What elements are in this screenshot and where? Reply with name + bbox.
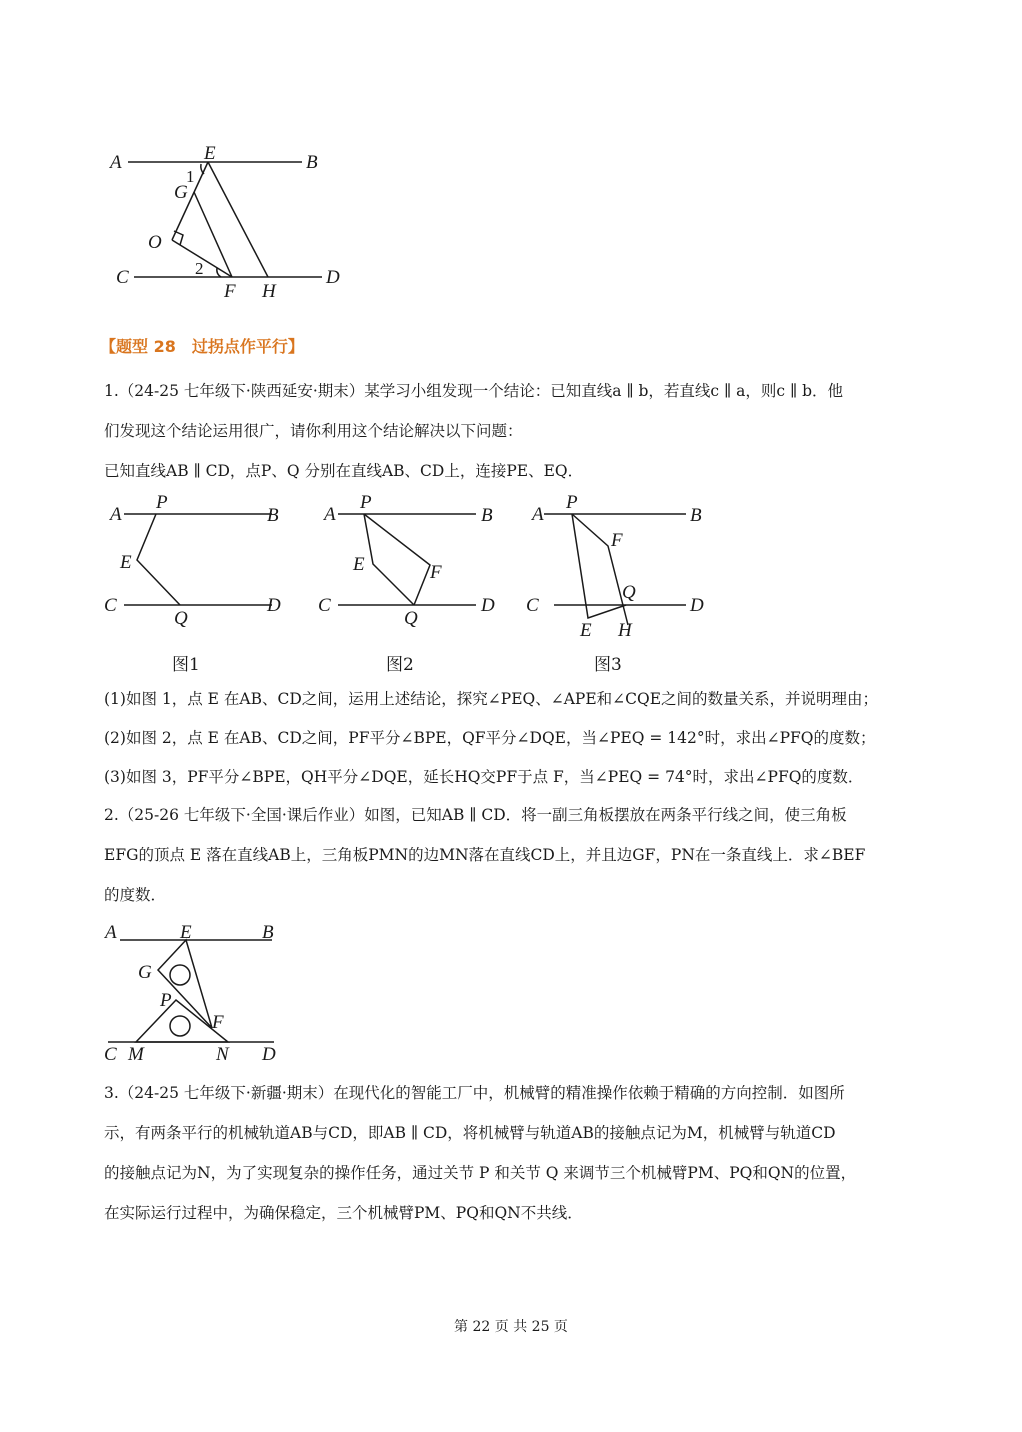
figure-2-caption: 图2 [386,655,414,675]
figure-3-caption: 图3 [594,655,622,675]
label-p: P [360,492,372,513]
text-line: 已知直线AB ∥ CD，点P、Q 分别在直线AB、CD上，连接PE、EQ． [104,462,584,480]
label-angle-2: 2 [195,259,204,278]
subquestion-3: (3)如图 3，PF平分∠BPE，QH平分∠DQE，延长HQ交PF于点 F，当∠PEQ = 74°时，求出∠PFQ的度数． [104,768,864,786]
segment-eh [208,162,268,277]
label-f: F [611,530,623,551]
text-line: 3.（24-25 七年级下·新疆·期末）在现代化的智能工厂中，机械臂的精准操作依赖于精确的方向控制．如图所 [104,1084,845,1102]
label-e: E [180,922,192,943]
label-p: P [156,492,168,513]
label-a: A [532,504,544,525]
label-c: C [116,267,129,288]
label-e: E [204,143,216,164]
path-p-f-q [364,514,430,605]
label-n: N [216,1044,229,1065]
label-f: F [224,281,236,302]
label-a: A [105,922,117,943]
figure-top [100,140,360,310]
figure-3 [524,490,714,640]
question-2 [104,795,924,915]
figure-2 [318,490,508,630]
label-c: C [526,595,539,616]
label-h: H [262,281,276,302]
figure-q2 [100,918,290,1068]
figure-1-caption: 图1 [172,655,200,675]
label-m: M [128,1044,144,1065]
subquestion-2: (2)如图 2，点 E 在AB、CD之间，PF平分∠BPE，QF平分∠DQE，当∠PEQ = 142°时，求出∠PFQ的度数； [104,729,876,747]
page-footer: 第 22 页 共 25 页 [454,1319,568,1335]
label-e: E [353,554,365,575]
label-angle-1: 1 [186,167,195,186]
text-line: 1.（24-25 七年级下·陕西延安·期末）某学习小组发现一个结论：已知直线a ∥ b，若直线c ∥ a，则c ∥ b．他 [104,382,843,400]
label-d: D [326,267,340,288]
label-o: O [148,232,162,253]
section-heading: 【题型 28 过拐点作平行】 [100,337,304,356]
label-p: P [160,990,172,1011]
text-line: 们发现这个结论运用很广，请你利用这个结论解决以下问题： [104,422,523,440]
label-d: D [481,595,495,616]
path-p-e-q [364,514,414,605]
text-line: 的度数． [104,886,167,904]
label-q: Q [622,582,636,603]
label-q: Q [404,608,418,629]
label-h: H [618,620,632,641]
label-c: C [318,595,331,616]
label-q: Q [174,608,188,629]
circle-hole [170,1016,190,1036]
subquestion-1: (1)如图 1，点 E 在AB、CD之间，运用上述结论，探究∠PEQ、∠APE和∠CQE之间的数量关系，并说明理由； [104,690,879,708]
label-c: C [104,1044,117,1065]
label-f: F [212,1012,224,1033]
text-line: 的接触点记为N，为了实现复杂的操作任务，通过关节 P 和关节 Q 来调节三个机械臂PM、PQ和QN的位置， [104,1164,857,1182]
text-line: EFG的顶点 E 落在直线AB上，三角板PMN的边MN落在直线CD上，并且边GF，PN在一条直线上．求∠BEF [104,846,866,864]
label-b: B [481,505,493,526]
label-a: A [324,504,336,525]
label-p: P [566,492,578,513]
circle-hole [170,965,190,985]
figure-1 [104,490,294,630]
label-a: A [110,504,122,525]
label-f: F [430,562,442,583]
path-p-e-q [137,514,180,605]
label-c: C [104,595,117,616]
label-b: B [690,505,702,526]
label-d: D [690,595,704,616]
label-e: E [580,620,592,641]
label-d: D [262,1044,276,1065]
label-g: G [174,182,188,203]
label-b: B [306,152,318,173]
text-line: 在实际运行过程中，为确保稳定，三个机械臂PM、PQ和QN不共线． [104,1204,583,1222]
label-b: B [267,505,279,526]
question-1-subquestions [104,680,924,797]
text-line: 示，有两条平行的机械轨道AB与CD，即AB ∥ CD，将机械臂与轨道AB的接触点记为M，机械臂与轨道CD [104,1124,836,1142]
label-e: E [120,552,132,573]
label-g: G [138,962,152,983]
text-line: 2.（25-26 七年级下·全国·课后作业）如图，已知AB ∥ CD．将一副三角板摆放在两条平行线之间，使三角板 [104,806,847,824]
question-3 [104,1073,924,1233]
label-b: B [262,922,274,943]
question-1-intro [104,371,924,491]
label-a: A [110,152,122,173]
angle-1-arc [201,164,204,174]
label-d: D [267,595,281,616]
